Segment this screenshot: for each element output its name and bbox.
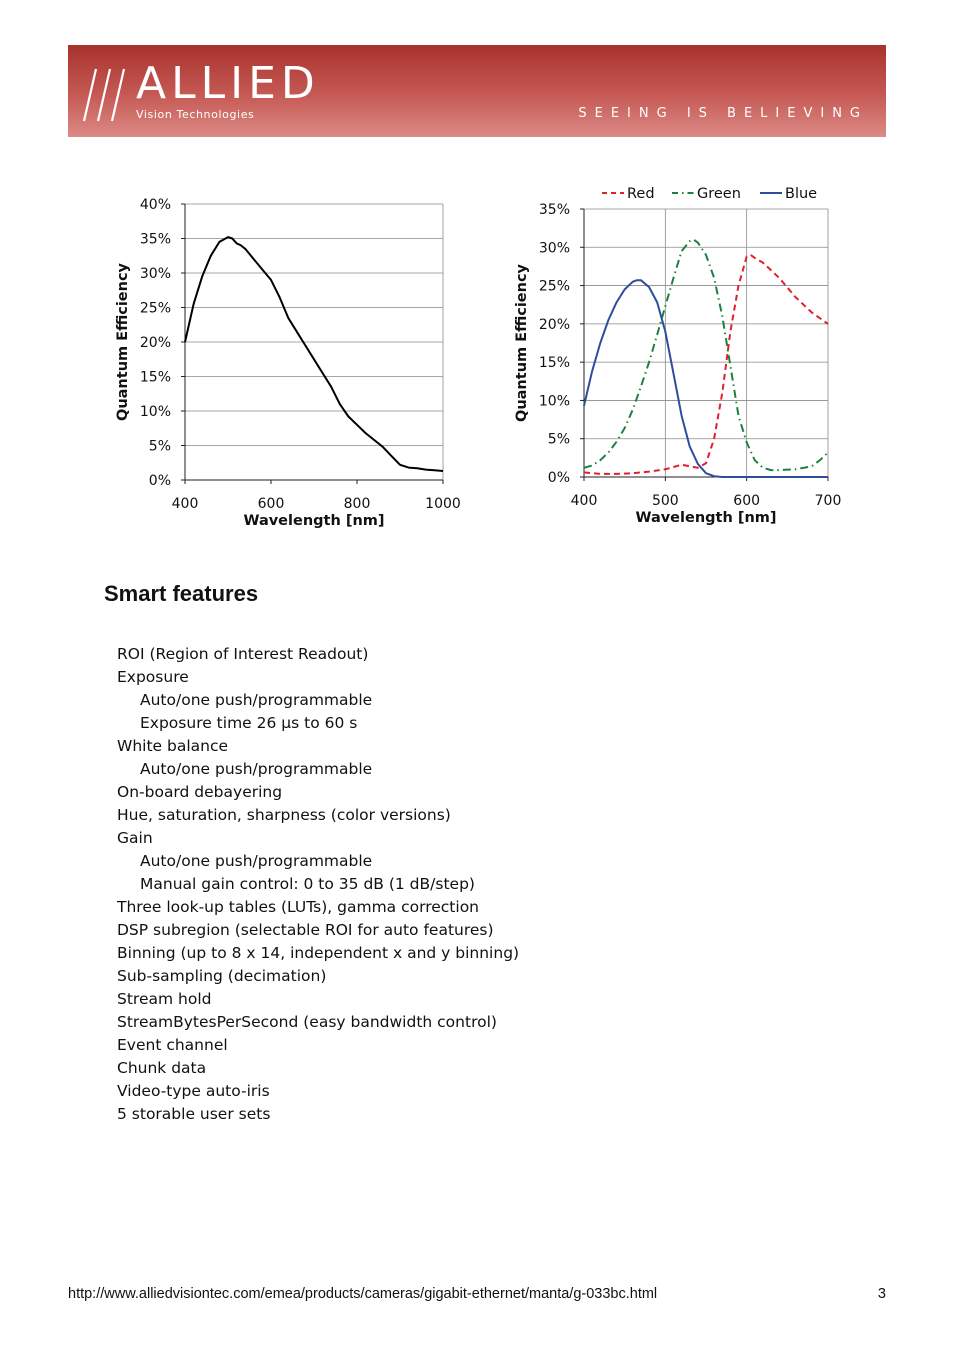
header-banner — [68, 45, 886, 137]
y-tick-label: 5% — [148, 438, 171, 455]
legend-label-red: Red — [627, 186, 655, 202]
feature-item: Gain — [117, 829, 153, 847]
x-axis-title: Wavelength [nm] — [243, 513, 385, 529]
y-tick-label: 20% — [139, 335, 171, 351]
y-tick-label: 0% — [547, 470, 570, 486]
feature-item: Video-type auto-iris — [117, 1082, 270, 1100]
y-tick-label: 35% — [538, 202, 570, 218]
x-tick-label: 1000 — [425, 496, 461, 512]
x-axis-title: Wavelength [nm] — [635, 510, 777, 526]
feature-subitem: Auto/one push/programmable — [140, 760, 373, 778]
y-tick-label: 10% — [538, 393, 570, 410]
y-tick-label: 30% — [139, 266, 171, 282]
page-number: 3 — [877, 1286, 886, 1302]
feature-item: Exposure — [117, 668, 189, 686]
footer-url[interactable]: http://www.alliedvisiontec.com/emea/products/cameras/gigabit-ethernet/manta/g-033bc.html — [68, 1286, 658, 1302]
y-tick-label: 25% — [139, 300, 171, 317]
y-tick-label: 5% — [547, 431, 570, 448]
x-tick-label: 600 — [257, 496, 285, 512]
y-tick-label: 25% — [538, 278, 570, 295]
y-tick-label: 30% — [538, 240, 570, 257]
feature-item: Stream hold — [117, 990, 212, 1008]
legend-label-green: Green — [697, 186, 741, 202]
feature-item: On-board debayering — [117, 783, 283, 801]
y-tick-label: 20% — [538, 316, 570, 333]
feature-subitem: Auto/one push/programmable — [140, 691, 373, 709]
feature-item: 5 storable user sets — [117, 1105, 271, 1123]
monochrome-qe-chart — [100, 180, 480, 540]
y-axis-title: Quantum Efficiency — [514, 263, 530, 423]
feature-subitem: Auto/one push/programmable — [140, 852, 373, 870]
brand-subtitle: Vision Technologies — [136, 108, 255, 121]
y-tick-label: 10% — [139, 404, 171, 420]
x-tick-label: 400 — [171, 496, 199, 512]
feature-item: Sub-sampling (decimation) — [117, 967, 327, 985]
series-line-blue — [584, 280, 828, 477]
y-tick-label: 15% — [538, 355, 570, 372]
series-line-red — [584, 255, 828, 474]
y-tick-label: 15% — [139, 369, 171, 386]
feature-list — [117, 643, 519, 1126]
brand-logo-text: ALLIED — [136, 58, 320, 109]
logo-slashes-icon — [82, 65, 130, 125]
y-tick-label: 40% — [139, 197, 171, 213]
feature-item: Three look-up tables (LUTs), gamma correction — [117, 898, 479, 916]
feature-subitem: Exposure time 26 µs to 60 s — [140, 714, 358, 732]
feature-item: ROI (Region of Interest Readout) — [117, 645, 369, 663]
legend-label-blue: Blue — [785, 186, 818, 202]
feature-item: Event channel — [117, 1036, 228, 1054]
brand-tagline: SEEING IS BELIEVING — [578, 106, 868, 121]
series-line-qe — [185, 237, 443, 471]
x-tick-label: 800 — [343, 496, 371, 512]
x-tick-label: 700 — [814, 493, 842, 509]
feature-item: White balance — [117, 737, 229, 755]
color-qe-chart — [500, 175, 850, 540]
x-tick-label: 500 — [651, 493, 679, 509]
feature-item: DSP subregion (selectable ROI for auto features) — [117, 921, 494, 939]
y-axis-title: Quantum Efficiency — [115, 262, 131, 422]
feature-item: Chunk data — [117, 1059, 207, 1077]
feature-subitem: Manual gain control: 0 to 35 dB (1 dB/step) — [140, 875, 475, 893]
monochrome-qe-chart-svg — [100, 180, 480, 540]
feature-item: Binning (up to 8 x 14, independent x and y binning) — [117, 944, 520, 962]
color-qe-chart-svg — [500, 175, 850, 540]
x-tick-label: 600 — [733, 493, 761, 509]
y-tick-label: 35% — [139, 231, 171, 248]
y-tick-label: 0% — [148, 473, 171, 489]
feature-item: Hue, saturation, sharpness (color versions) — [117, 806, 451, 824]
series-line-green — [584, 240, 828, 471]
section-title: Smart features — [104, 581, 259, 606]
x-tick-label: 400 — [570, 493, 598, 509]
feature-item: StreamBytesPerSecond (easy bandwidth control) — [117, 1013, 497, 1031]
